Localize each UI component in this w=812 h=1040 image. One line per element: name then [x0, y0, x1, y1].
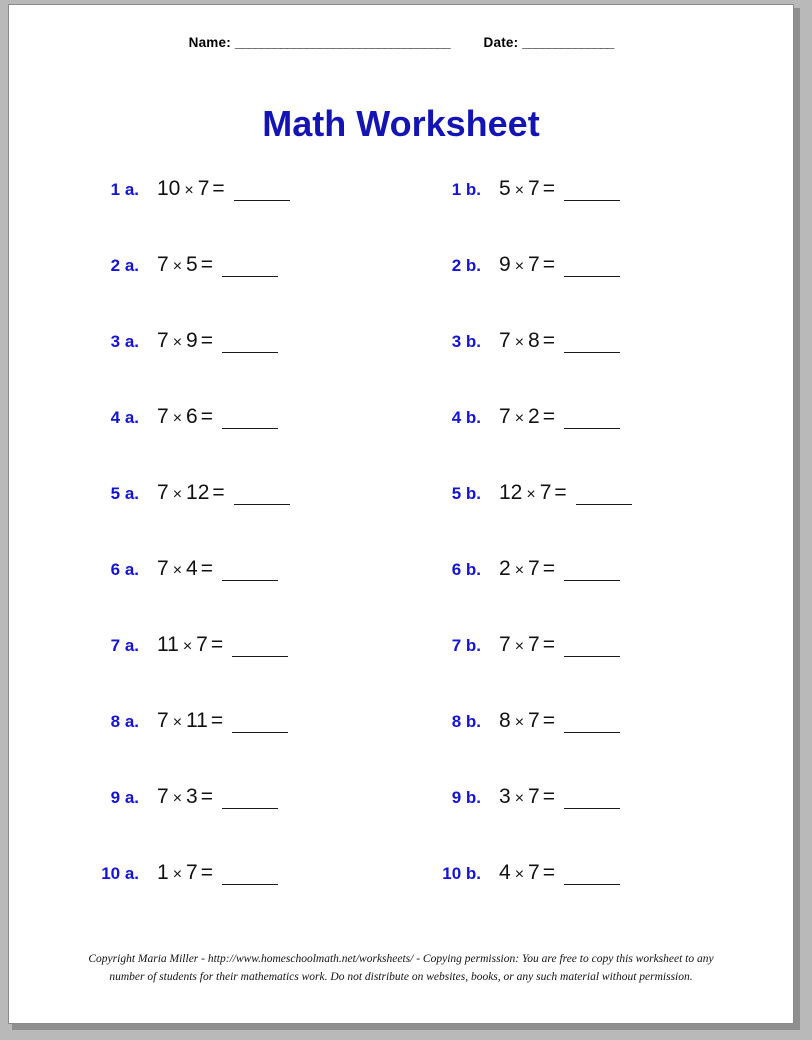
operand-right: 7	[528, 253, 540, 276]
equals-sign: =	[542, 405, 555, 428]
equals-sign: =	[542, 253, 555, 276]
operand-left: 1	[157, 861, 169, 884]
operand-right: 7	[528, 709, 540, 732]
operand-right: 7	[528, 557, 540, 580]
problem-number: 7 b.	[451, 636, 481, 655]
problem-expression	[499, 633, 620, 657]
copyright-line-1: Copyright Maria Miller - http://www.homeschoolmath.net/worksheets/ - Copying permission: You are free to copy this worksheet to any	[88, 953, 714, 966]
operand-left: 7	[499, 633, 511, 656]
multiply-icon: ×	[172, 562, 183, 579]
operand-right: 4	[186, 557, 198, 580]
problem-row	[9, 481, 793, 557]
operand-left: 11	[157, 633, 179, 656]
problem-item	[87, 709, 288, 733]
equals-sign: =	[212, 481, 225, 504]
worksheet-page	[8, 4, 794, 1024]
answer-blank[interactable]	[222, 869, 278, 885]
problem-expression	[157, 329, 278, 353]
equals-sign: =	[200, 329, 213, 352]
problem-number: 4 a.	[110, 408, 139, 427]
answer-blank[interactable]	[564, 717, 620, 733]
problem-row	[9, 861, 793, 937]
operand-left: 7	[157, 709, 169, 732]
answer-blank[interactable]	[222, 413, 278, 429]
problem-row	[9, 557, 793, 633]
problem-item	[429, 253, 620, 277]
problem-item	[429, 329, 620, 353]
multiply-icon: ×	[514, 258, 525, 275]
multiply-icon: ×	[514, 334, 525, 351]
equals-sign: =	[542, 329, 555, 352]
operand-left: 7	[157, 481, 169, 504]
problem-number: 9 a.	[110, 788, 139, 807]
answer-blank[interactable]	[232, 717, 288, 733]
answer-blank[interactable]	[222, 565, 278, 581]
equals-sign: =	[210, 633, 224, 656]
operand-right: 7	[528, 633, 540, 656]
copyright-footer	[69, 951, 733, 987]
problem-item	[429, 633, 620, 657]
operand-right: 5	[186, 253, 198, 276]
problem-item	[429, 557, 620, 581]
problem-expression	[499, 177, 620, 201]
problem-item	[429, 785, 620, 809]
problem-row	[9, 253, 793, 329]
operand-left: 4	[499, 861, 511, 884]
problem-number: 6 a.	[110, 560, 139, 579]
problem-item	[87, 785, 278, 809]
problem-expression	[157, 253, 278, 277]
equals-sign: =	[212, 177, 225, 200]
problem-expression	[157, 785, 278, 809]
operand-right: 7	[186, 861, 198, 884]
answer-blank[interactable]	[222, 337, 278, 353]
equals-sign: =	[210, 709, 224, 732]
problem-number: 1 b.	[451, 180, 481, 199]
problem-item	[87, 405, 278, 429]
multiply-icon: ×	[172, 258, 183, 275]
answer-blank[interactable]	[564, 565, 620, 581]
problem-expression	[499, 329, 620, 353]
multiply-icon: ×	[514, 562, 525, 579]
name-label: Name:	[188, 35, 231, 50]
answer-blank[interactable]	[564, 641, 620, 657]
operand-left: 7	[157, 785, 169, 808]
multiply-icon: ×	[172, 790, 183, 807]
problem-number: 10 b.	[442, 864, 481, 883]
multiply-icon: ×	[172, 866, 183, 883]
copyright-line-2: number of students for their mathematics work. Do not distribute on websites, books, or any such material without permission.	[109, 971, 693, 984]
problem-row	[9, 709, 793, 785]
multiply-icon: ×	[514, 182, 525, 199]
operand-left: 8	[499, 709, 511, 732]
operand-left: 7	[499, 405, 511, 428]
operand-left: 2	[499, 557, 511, 580]
problem-row	[9, 785, 793, 861]
operand-right: 7	[197, 177, 210, 200]
problem-item	[87, 177, 290, 201]
problem-expression	[499, 785, 620, 809]
multiply-icon: ×	[172, 334, 183, 351]
problem-number: 8 b.	[451, 712, 481, 731]
problem-item	[87, 861, 278, 885]
multiply-icon: ×	[182, 638, 193, 655]
operand-left: 9	[499, 253, 511, 276]
problem-row	[9, 633, 793, 709]
equals-sign: =	[200, 405, 213, 428]
multiply-icon: ×	[514, 638, 525, 655]
problem-item	[429, 861, 620, 885]
page-title: Math Worksheet	[262, 103, 540, 144]
problem-number: 6 b.	[451, 560, 481, 579]
problem-row	[9, 177, 793, 253]
problem-number: 8 a.	[110, 712, 139, 731]
answer-blank[interactable]	[234, 489, 290, 505]
answer-blank[interactable]	[564, 185, 620, 201]
problem-item	[429, 405, 620, 429]
multiply-icon: ×	[172, 410, 183, 427]
problem-number: 4 b.	[451, 408, 481, 427]
problem-item	[429, 481, 632, 505]
date-blank[interactable]: ______________	[522, 35, 614, 50]
problem-expression	[157, 177, 290, 201]
answer-blank[interactable]	[234, 185, 290, 201]
answer-blank[interactable]	[564, 793, 620, 809]
problem-item	[429, 177, 620, 201]
problem-item	[87, 633, 288, 657]
problem-item	[87, 481, 290, 505]
name-blank[interactable]: _________________________________	[234, 35, 450, 50]
operand-right: 12	[186, 481, 210, 504]
problem-item	[87, 557, 278, 581]
equals-sign: =	[200, 785, 213, 808]
answer-blank[interactable]	[222, 793, 278, 809]
operand-left: 7	[157, 329, 169, 352]
equals-sign: =	[542, 861, 555, 884]
multiply-icon: ×	[172, 486, 183, 503]
operand-right: 3	[186, 785, 198, 808]
multiply-icon: ×	[514, 410, 525, 427]
problem-expression	[157, 557, 278, 581]
operand-right: 2	[528, 405, 540, 428]
problem-number: 10 a.	[101, 864, 139, 883]
equals-sign: =	[200, 253, 213, 276]
problem-item	[87, 329, 278, 353]
operand-left: 12	[499, 481, 523, 504]
operand-left: 7	[157, 405, 169, 428]
name-date-header	[9, 35, 793, 50]
operand-right: 7	[528, 177, 540, 200]
operand-right: 7	[196, 633, 208, 656]
answer-blank[interactable]	[232, 641, 288, 657]
operand-left: 7	[157, 253, 169, 276]
answer-blank[interactable]	[564, 413, 620, 429]
date-label: Date:	[483, 35, 519, 50]
operand-left: 5	[499, 177, 511, 200]
problem-number: 7 a.	[110, 636, 139, 655]
multiply-icon: ×	[514, 866, 525, 883]
operand-left: 7	[499, 329, 511, 352]
problem-number: 3 b.	[451, 332, 481, 351]
operand-right: 7	[528, 861, 540, 884]
problem-number: 3 a.	[110, 332, 139, 351]
problem-expression	[157, 633, 288, 657]
equals-sign: =	[542, 709, 555, 732]
problem-expression	[499, 557, 620, 581]
problem-number: 5 b.	[451, 484, 481, 503]
multiply-icon: ×	[184, 182, 194, 199]
equals-sign: =	[542, 557, 555, 580]
operand-right: 11	[186, 709, 208, 732]
operand-right: 8	[528, 329, 540, 352]
problem-number: 2 a.	[110, 256, 139, 275]
multiply-icon: ×	[514, 790, 525, 807]
problem-expression	[499, 253, 620, 277]
problem-number: 9 b.	[451, 788, 481, 807]
operand-left: 10	[157, 177, 181, 200]
answer-blank[interactable]	[222, 261, 278, 277]
equals-sign: =	[542, 785, 555, 808]
problem-item	[87, 253, 278, 277]
operand-left: 3	[499, 785, 511, 808]
problem-expression	[157, 405, 278, 429]
equals-sign: =	[542, 177, 555, 200]
problem-row	[9, 329, 793, 405]
operand-right: 7	[539, 481, 552, 504]
multiply-icon: ×	[526, 486, 536, 503]
operand-right: 9	[186, 329, 198, 352]
multiply-icon: ×	[172, 714, 183, 731]
problem-expression	[499, 481, 632, 505]
answer-blank[interactable]	[564, 869, 620, 885]
problem-item	[429, 709, 620, 733]
problem-expression	[157, 481, 290, 505]
answer-blank[interactable]	[564, 337, 620, 353]
operand-right: 6	[186, 405, 198, 428]
problem-expression	[157, 861, 278, 885]
equals-sign: =	[542, 633, 555, 656]
problems-grid	[9, 177, 793, 937]
problem-expression	[499, 861, 620, 885]
operand-left: 7	[157, 557, 169, 580]
equals-sign: =	[554, 481, 567, 504]
problem-row	[9, 405, 793, 481]
problem-number: 5 a.	[110, 484, 139, 503]
problem-expression	[499, 709, 620, 733]
multiply-icon: ×	[514, 714, 525, 731]
operand-right: 7	[528, 785, 540, 808]
problem-number: 2 b.	[451, 256, 481, 275]
answer-blank[interactable]	[576, 489, 632, 505]
problem-expression	[499, 405, 620, 429]
equals-sign: =	[200, 557, 213, 580]
problem-number: 1 a.	[110, 180, 139, 199]
answer-blank[interactable]	[564, 261, 620, 277]
problem-expression	[157, 709, 288, 733]
equals-sign: =	[200, 861, 213, 884]
